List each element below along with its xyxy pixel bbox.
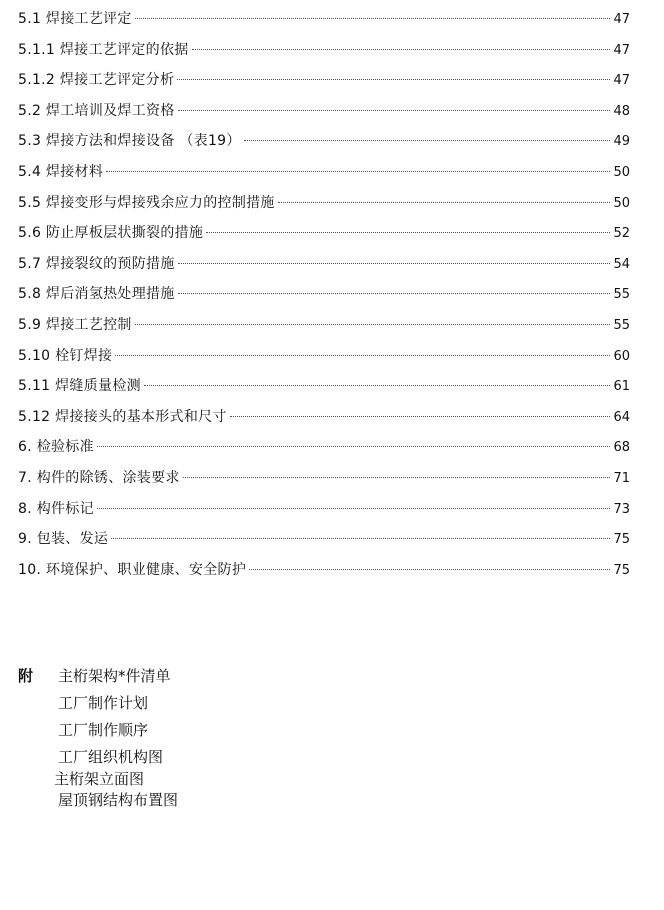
toc-entry[interactable] bbox=[18, 4, 630, 35]
toc-entry-page: 61 bbox=[613, 379, 630, 395]
toc-entry-page: 50 bbox=[613, 195, 630, 211]
toc-entry[interactable] bbox=[18, 65, 630, 96]
toc-entry[interactable] bbox=[18, 524, 630, 555]
appendix-item: 工厂组织机构图 bbox=[58, 748, 164, 766]
dot-leader bbox=[135, 18, 611, 19]
toc-entry-page: 55 bbox=[613, 287, 630, 303]
dot-leader bbox=[183, 477, 611, 478]
dot-leader bbox=[278, 202, 611, 203]
toc-entry[interactable] bbox=[18, 371, 630, 402]
toc-entry-title: 5.3 焊接方法和焊接设备 （表19） bbox=[18, 133, 241, 150]
toc-entry[interactable] bbox=[18, 494, 630, 525]
toc-entry[interactable] bbox=[18, 341, 630, 372]
toc-entry-title: 10. 环境保护、职业健康、安全防护 bbox=[18, 561, 247, 578]
appendix-item: 主桁架立面图 bbox=[54, 770, 145, 788]
toc-entry-title: 5.1 焊接工艺评定 bbox=[18, 11, 132, 27]
dot-leader bbox=[97, 446, 611, 447]
toc-entry-title: 5.12 焊接接头的基本形式和尺寸 bbox=[18, 408, 227, 425]
toc-entry-page: 73 bbox=[613, 501, 630, 517]
toc-entry[interactable] bbox=[18, 555, 630, 586]
toc-entry-page: 60 bbox=[613, 348, 630, 364]
toc-entry-page: 54 bbox=[613, 256, 630, 272]
toc-entry[interactable] bbox=[18, 402, 630, 433]
toc-entry-page: 71 bbox=[613, 470, 630, 486]
appendix-item: 屋顶钢结构布置图 bbox=[58, 791, 179, 809]
toc-entry-title: 5.7 焊接裂纹的预防措施 bbox=[18, 255, 175, 272]
table-of-contents bbox=[18, 4, 630, 585]
toc-entry[interactable] bbox=[18, 35, 630, 66]
toc-entry-title: 5.2 焊工培训及焊工资格 bbox=[18, 102, 175, 119]
dot-leader bbox=[115, 355, 610, 356]
toc-entry-page: 47 bbox=[613, 12, 630, 27]
toc-entry-page: 47 bbox=[613, 73, 630, 89]
toc-entry-title: 5.4 焊接材料 bbox=[18, 163, 104, 180]
dot-leader bbox=[177, 79, 610, 80]
toc-entry[interactable] bbox=[18, 432, 630, 463]
toc-entry[interactable] bbox=[18, 279, 630, 310]
toc-entry-page: 47 bbox=[613, 42, 630, 58]
toc-entry[interactable] bbox=[18, 188, 630, 219]
toc-entry[interactable] bbox=[18, 249, 630, 280]
toc-entry-title: 5.5 焊接变形与焊接残余应力的控制措施 bbox=[18, 194, 275, 211]
toc-entry-page: 48 bbox=[613, 103, 630, 119]
toc-entry-page: 55 bbox=[613, 317, 630, 333]
toc-entry[interactable] bbox=[18, 126, 630, 157]
toc-entry-page: 75 bbox=[613, 562, 630, 578]
toc-entry-title: 5.8 焊后消氢热处理措施 bbox=[18, 286, 175, 303]
appendix-item: 工厂制作计划 bbox=[58, 694, 149, 712]
toc-entry-title: 5.9 焊接工艺控制 bbox=[18, 316, 132, 333]
toc-entry-page: 75 bbox=[613, 532, 630, 548]
toc-entry-title: 5.1.1 焊接工艺评定的依据 bbox=[18, 41, 189, 58]
toc-entry-title: 9. 包装、发运 bbox=[18, 531, 109, 548]
dot-leader bbox=[192, 49, 611, 50]
appendix-item: 工厂制作顺序 bbox=[58, 721, 149, 739]
toc-entry-title: 6. 检验标准 bbox=[18, 439, 94, 456]
dot-leader bbox=[178, 263, 611, 264]
toc-entry-title: 5.10 栓钉焊接 bbox=[18, 347, 113, 364]
dot-leader bbox=[135, 324, 611, 325]
toc-entry-page: 64 bbox=[613, 409, 630, 425]
toc-entry[interactable] bbox=[18, 96, 630, 127]
dot-leader bbox=[206, 232, 610, 233]
dot-leader bbox=[178, 293, 611, 294]
toc-entry-page: 49 bbox=[613, 134, 630, 150]
dot-leader bbox=[244, 140, 611, 141]
dot-leader bbox=[178, 110, 611, 111]
toc-entry-title: 5.6 防止厚板层状撕裂的措施 bbox=[18, 225, 204, 242]
toc-entry[interactable] bbox=[18, 157, 630, 188]
dot-leader bbox=[97, 508, 611, 509]
toc-entry[interactable] bbox=[18, 310, 630, 341]
appendix-label: 附 bbox=[18, 667, 34, 685]
toc-entry-page: 52 bbox=[613, 226, 630, 242]
toc-entry-title: 5.1.2 焊接工艺评定分析 bbox=[18, 72, 175, 89]
dot-leader bbox=[230, 416, 611, 417]
toc-entry-title: 8. 构件标记 bbox=[18, 500, 94, 517]
toc-entry[interactable] bbox=[18, 218, 630, 249]
dot-leader bbox=[249, 569, 610, 570]
toc-entry[interactable] bbox=[18, 463, 630, 494]
toc-entry-title: 7. 构件的除锈、涂装要求 bbox=[18, 469, 180, 486]
dot-leader bbox=[106, 171, 610, 172]
toc-entry-page: 68 bbox=[613, 440, 630, 456]
dot-leader bbox=[144, 385, 611, 386]
appendix-item: 主桁架构*件清单 bbox=[58, 667, 171, 685]
toc-entry-page: 50 bbox=[613, 164, 630, 180]
toc-entry-title: 5.11 焊缝质量检测 bbox=[18, 378, 141, 395]
dot-leader bbox=[111, 538, 610, 539]
